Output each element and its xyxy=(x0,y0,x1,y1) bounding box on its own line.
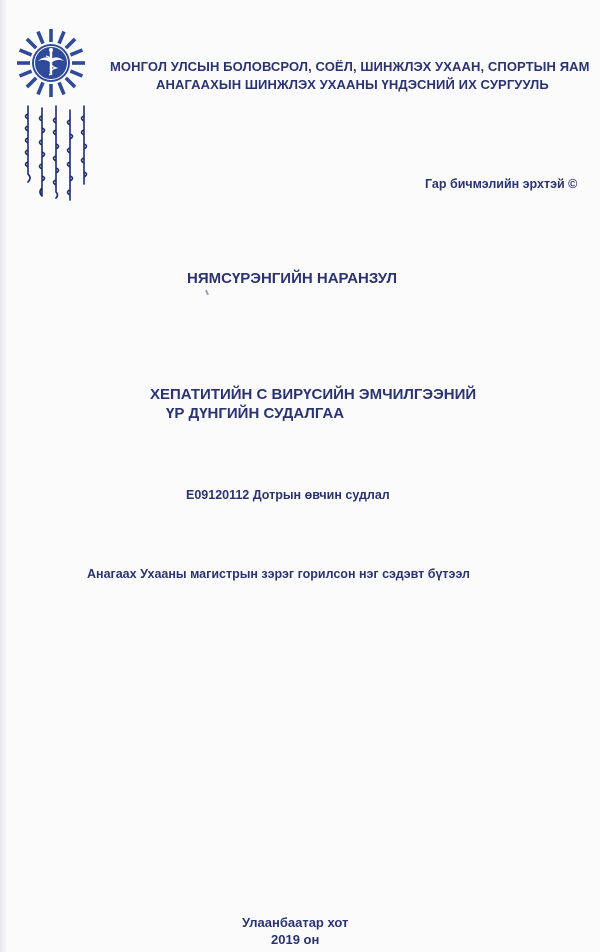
copyright-notice: Гар бичмэлийн эрхтэй © xyxy=(425,177,578,191)
university-name: АНАГААХЫН ШИНЖЛЭХ УХААНЫ ҮНДЭСНИЙ ИХ СУРГУУЛЬ xyxy=(156,77,549,92)
city: Улаанбаатар хот xyxy=(242,915,349,930)
thesis-title-line-2: ҮР ДҮНГИЙН СУДАЛГАА xyxy=(166,405,345,422)
author-name: НЯМСҮРЭНГИЙН НАРАНЗУЛ xyxy=(187,270,397,287)
ministry-name: МОНГОЛ УЛСЫН БОЛОВСРОЛ, СОЁЛ, ШИНЖЛЭХ УХААН, СПОРТЫН ЯАМ xyxy=(110,59,590,74)
page-edge-shadow xyxy=(0,0,8,952)
mongolian-script-university-name xyxy=(18,104,92,216)
scan-speck xyxy=(205,290,209,295)
year: 2019 он xyxy=(271,932,320,947)
degree-statement: Анагаах Ухааны магистрын зэрэг горилсон нэг сэдэвт бүтээл xyxy=(87,567,470,581)
university-emblem-icon xyxy=(16,28,86,98)
specialty-code: E09120112 Дотрын өвчин судлал xyxy=(186,488,390,502)
thesis-title-line-1: ХЕПАТИТИЙН С ВИРҮСИЙН ЭМЧИЛГЭЭНИЙ xyxy=(150,386,477,403)
